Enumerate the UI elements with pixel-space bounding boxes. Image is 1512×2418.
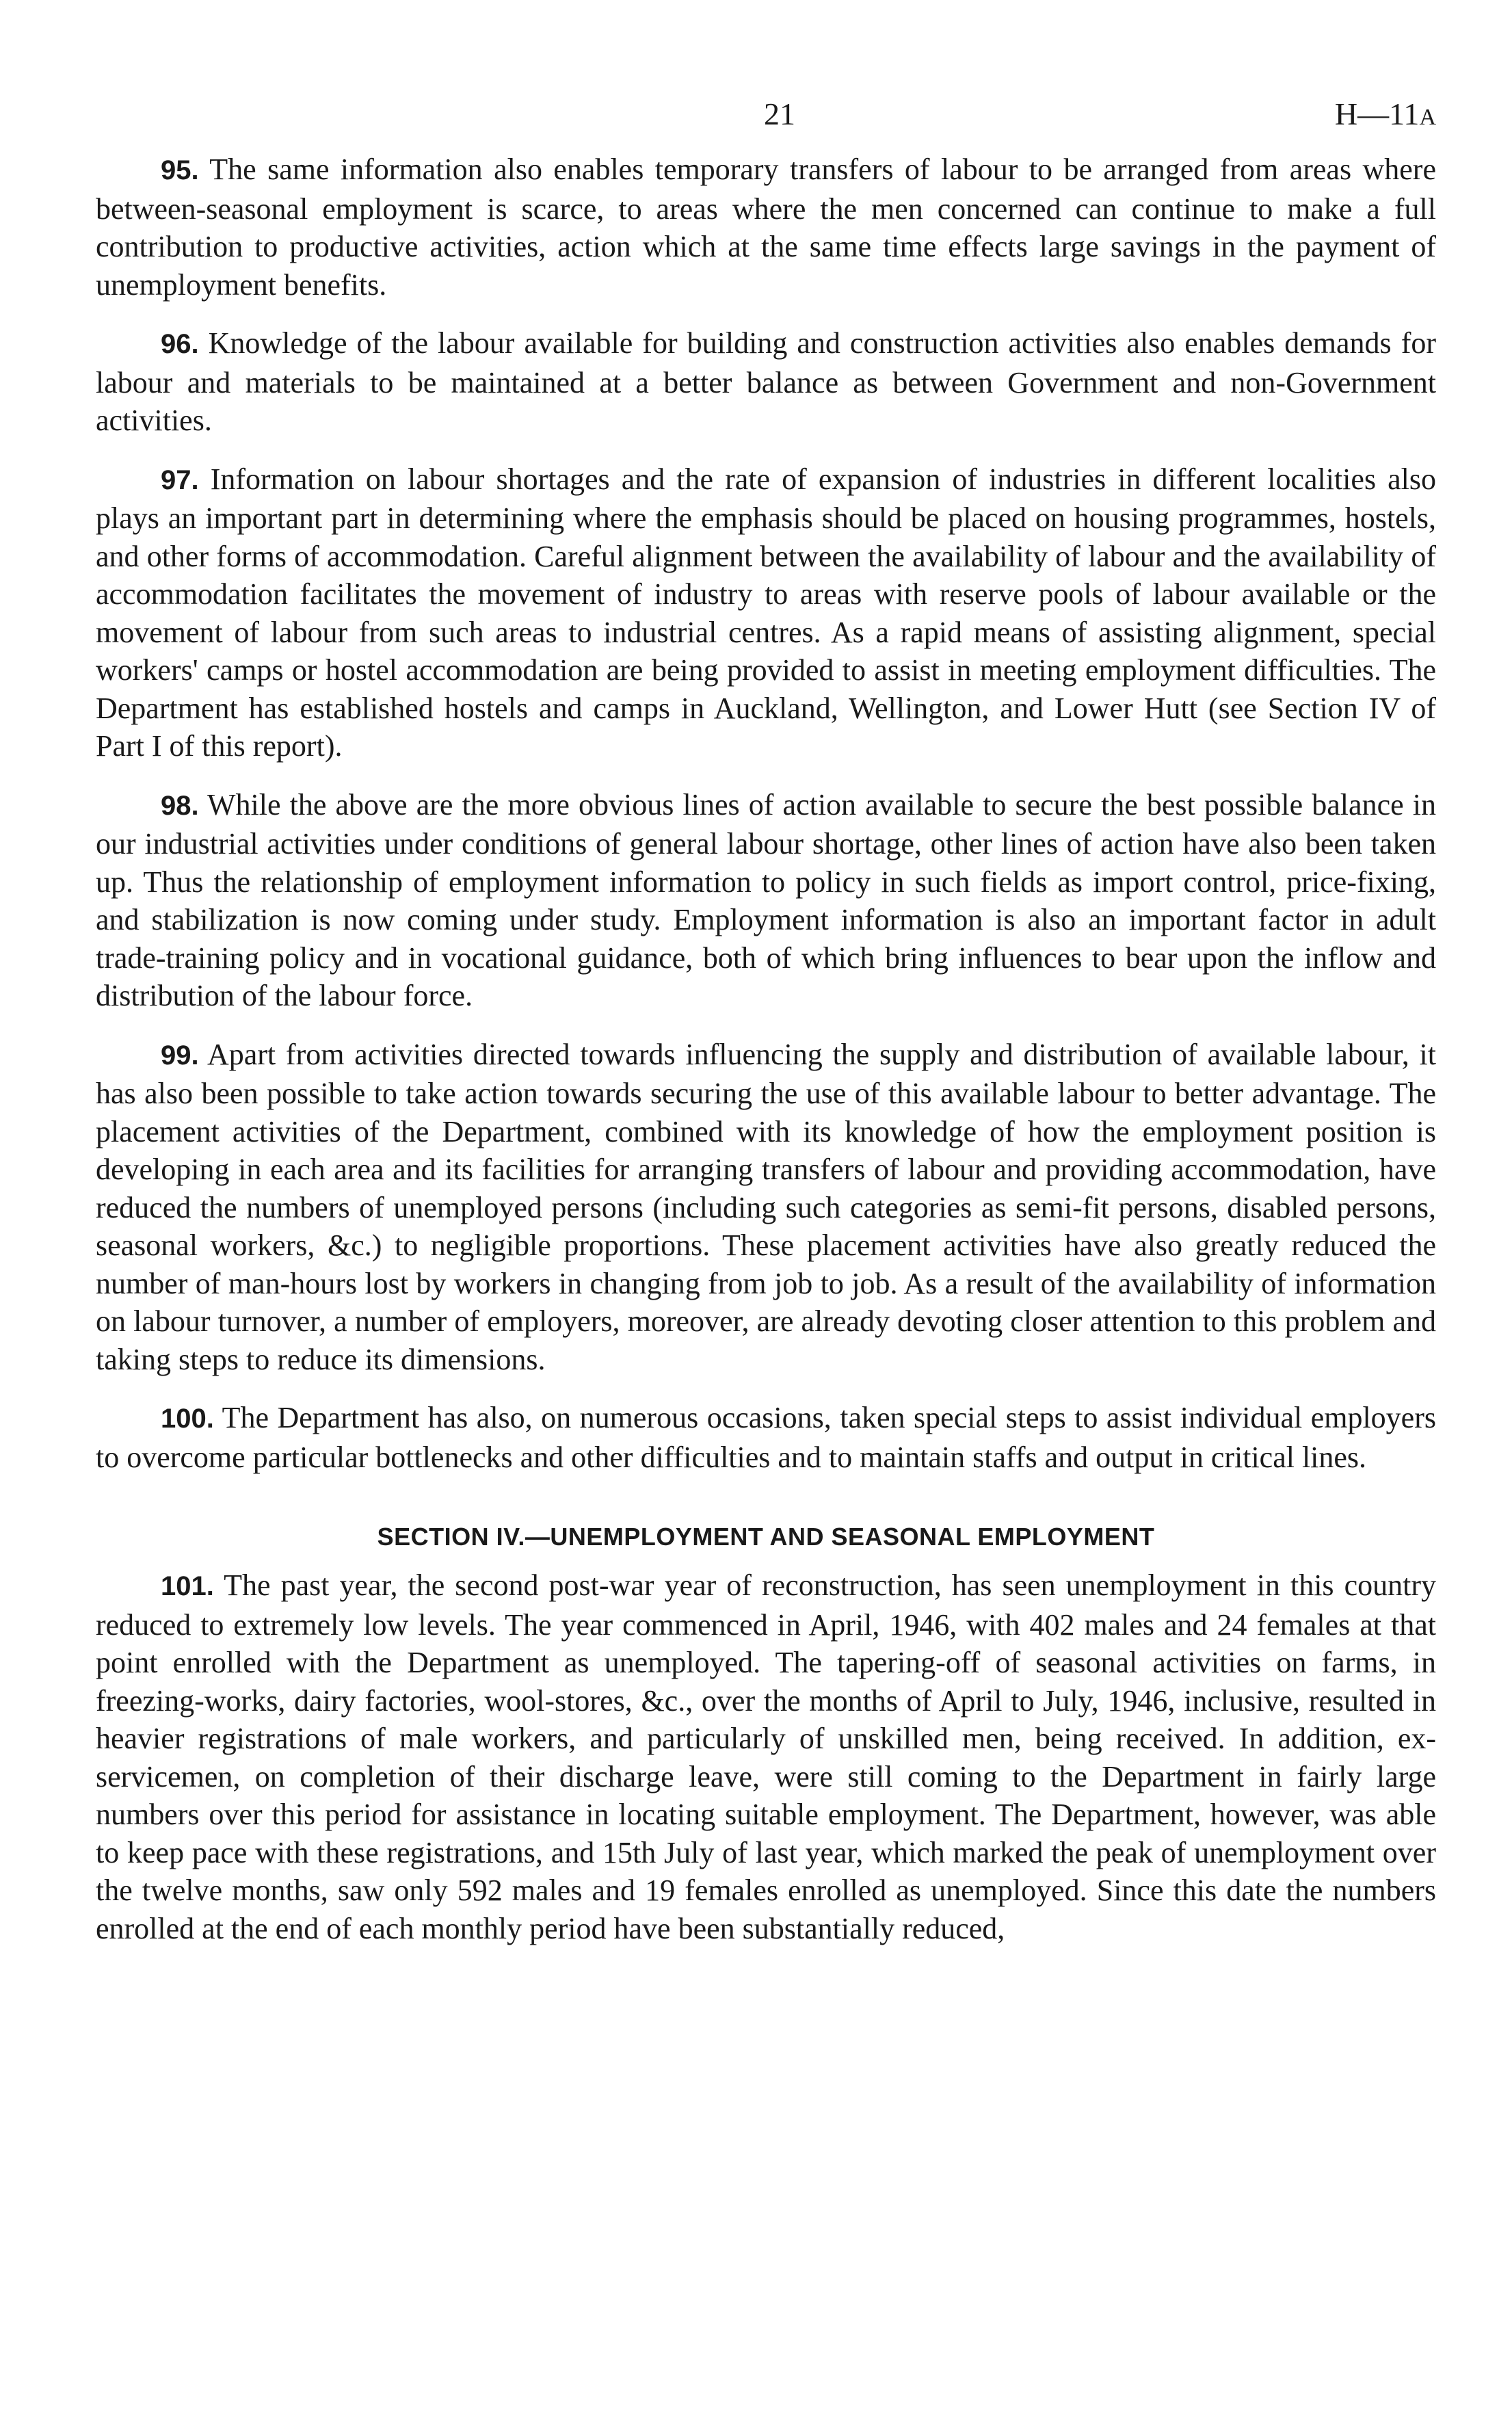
paragraph-96 bbox=[96, 324, 1436, 440]
page-header bbox=[96, 96, 1436, 150]
paragraph-97 bbox=[96, 460, 1436, 765]
paragraph-number: 97. bbox=[161, 464, 199, 495]
paragraph-100 bbox=[96, 1399, 1436, 1476]
document-reference-suffix: A bbox=[1419, 105, 1436, 130]
section-heading: SECTION IV.—UNEMPLOYMENT AND SEASONAL EMPLOYMENT bbox=[377, 1523, 1155, 1551]
paragraph-number: 96. bbox=[161, 329, 199, 359]
paragraph-number: 100. bbox=[161, 1404, 214, 1434]
paragraph-95 bbox=[96, 150, 1436, 304]
document-reference-main: H—11 bbox=[1334, 96, 1420, 131]
paragraph-98 bbox=[96, 786, 1436, 1015]
paragraph-99 bbox=[96, 1036, 1436, 1379]
paragraph-number: 95. bbox=[161, 155, 199, 185]
paragraph-number: 98. bbox=[161, 790, 199, 821]
paragraph-text: Information on labour shortages and the rate of expansion of industries in different localities also plays an important part in determining where the emphasis should be placed on housing programmes, hostels, and other forms of accommodation. Careful alignment between the availability of labour and the availability of accommodation facilitates the movement of industry to areas with reserve pools of labour available or the movement of labour from such areas to industrial centres. As a rapid means of assisting alignment, special workers' camps or hostel accommodation are being provided to assist in meeting employment difficulties. The Department has established hostels and camps in Auckland, Wellington, and Lower Hutt (see Section IV of Part I of this report). bbox=[96, 462, 1437, 763]
paragraph-text: While the above are the more obvious lines of action available to secure the best possible balance in our industrial activities under conditions of general labour shortage, other lines of action have also been taken up. Thus the relationship of employment information to policy in such fields as import control, price-fixing, and stabilization is now coming under study. Employment information is also an important factor in adult trade-training policy and in vocational guidance, both of which bring influences to bear upon the inflow and distribution of the labour force. bbox=[96, 787, 1436, 1012]
paragraph-text: The Department has also, on numerous occasions, taken special steps to assist individual employers to overcome particular bottlenecks and other difficulties and to maintain staffs and output in critical lines. bbox=[96, 1401, 1436, 1474]
paragraph-101 bbox=[96, 1566, 1436, 1947]
document-reference bbox=[1335, 96, 1436, 132]
paragraph-text: The same information also enables temporary transfers of labour to be arranged from areas where between-seasonal employment is scarce, to areas where the men concerned can continue to make a full contribution to productive activities, action which at the same time effects large savings in the payment of unemployment benefits. bbox=[96, 153, 1436, 302]
paragraph-number: 101. bbox=[161, 1571, 214, 1601]
paragraph-text: The past year, the second post-war year of reconstruction, has seen unemployment in this country reduced to extremely low levels. The year commenced in April, 1946, with 402 males and 24 females at that point enrolled with the Department as unemployed. The tapering-off of seasonal activities on farms, in freezing-works, dairy factories, wool-stores, &c., over the months of April to July, 1946, inclusive, resulted in heavier registrations of male workers, and particularly of unskilled men, being received. In addition, ex-servicemen, on completion of their discharge leave, were still coming to the Department in fairly large numbers over this period for assistance in locating suitable employment. The Department, however, was able to keep pace with these registrations, and 15th July of last year, which marked the peak of unemployment over the twelve months, saw only 592 males and 19 females enrolled as unemployed. Since this date the numbers enrolled at the end of each monthly period have been substantially reduced, bbox=[96, 1568, 1436, 1945]
paragraph-number: 99. bbox=[161, 1040, 199, 1070]
document-page bbox=[96, 96, 1436, 1968]
page-number: 21 bbox=[764, 96, 795, 131]
paragraph-text: Knowledge of the labour available for building and construction activities also enables demands for labour and materials to be maintained at a better balance as between Government and non-Government activities. bbox=[96, 326, 1437, 437]
paragraph-text: Apart from activities directed towards influencing the supply and distribution of available labour, it has also been possible to take action towards securing the use of this available labour to better advantage. The placement activities of the Department, combined with its knowledge of how the employment position is developing in each area and its facilities for arranging transfers of labour and providing accommodation, have reduced the numbers of unemployed persons (including such categories as semi-fit persons, disabled persons, seasonal workers, &c.) to negligible proportions. These placement activities have also greatly reduced the number of man-hours lost by workers in changing from job to job. As a result of the availability of information on labour turnover, a number of employers, moreover, are already devoting closer attention to this problem and taking steps to reduce its dimensions. bbox=[96, 1037, 1436, 1376]
